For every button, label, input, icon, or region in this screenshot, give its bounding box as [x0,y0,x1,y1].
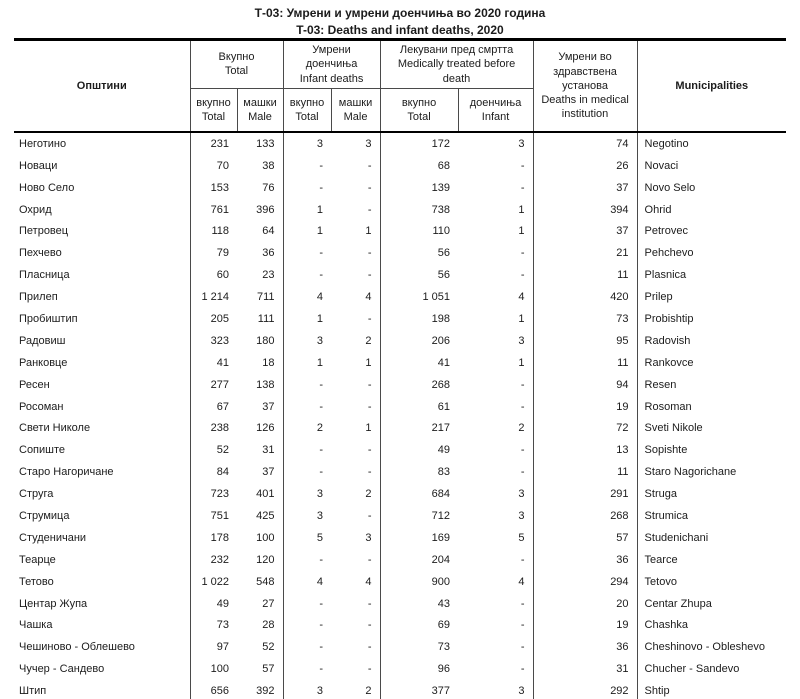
treated-infant-cell: - [520,444,525,457]
table-row [14,220,786,242]
table-row [14,658,786,680]
treated-infant-cell: - [520,181,525,194]
infant-male-cell: 3 [365,531,372,544]
treated-infant-cell: 3 [518,488,525,501]
municipality-en-cell: Centar Zhupa [637,593,786,615]
treated-infant-cell: 1 [518,356,525,369]
medical-institution-cell: 13 [533,439,637,461]
infant-male-cell: - [367,247,372,260]
treated-infant-cell: - [520,466,525,479]
municipality-en-cell: Staro Nagorichane [637,461,786,483]
infant-male-cell: 1 [365,356,372,369]
infant-total-cell: 3 [283,483,331,505]
municipality-en-cell: Rosoman [637,396,786,418]
medical-institution-cell: 292 [533,680,637,699]
medical-institution-cell: 11 [533,461,637,483]
medical-institution-cell: 37 [533,177,637,199]
table-row [14,199,786,221]
total-total-cell: 1 214 [190,286,237,308]
infant-male-cell: - [367,509,372,522]
total-total-cell: 323 [190,330,237,352]
medical-institution-cell: 20 [533,593,637,615]
infant-total-cell: - [283,614,331,636]
infant-male-cell: - [367,619,372,632]
infant-male-cell: - [367,444,372,457]
municipality-mk-cell: Пробиштип [19,312,78,325]
municipality-en-cell: Chashka [637,614,786,636]
municipality-mk-cell: Петровец [19,225,69,238]
infant-male-cell: - [367,553,372,566]
infant-male-cell: - [367,159,372,172]
total-total-cell: 70 [190,155,237,177]
total-male-cell: 76 [262,181,275,194]
treated-infant-cell: - [520,641,525,654]
treated-infant-cell: - [520,553,525,566]
treated-total-cell: 83 [380,461,458,483]
infant-male-cell: - [367,378,372,391]
infant-total-cell: 1 [283,199,331,221]
treated-total-cell: 49 [380,439,458,461]
treated-total-cell: 900 [380,571,458,593]
municipality-mk-cell: Струмица [19,509,70,522]
total-total-cell: 84 [190,461,237,483]
municipality-mk-cell: Струга [19,488,54,501]
subheader-infant-male [331,88,380,132]
municipality-mk-cell: Ресен [19,378,50,391]
table-row [14,593,786,615]
deaths-table [14,38,786,699]
table-row [14,483,786,505]
total-male-cell: 57 [262,663,275,676]
municipality-en-cell: Tetovo [637,571,786,593]
medical-institution-cell: 19 [533,396,637,418]
medical-institution-cell: 291 [533,483,637,505]
total-male-cell: 548 [256,575,275,588]
total-total-cell: 761 [190,199,237,221]
treated-total-cell: 169 [380,527,458,549]
municipality-en-cell: Sveti Nikole [637,417,786,439]
medical-institution-cell: 268 [533,505,637,527]
municipality-mk-cell: Ранковце [19,356,68,369]
municipality-mk-cell: Пехчево [19,247,62,260]
municipality-en-cell: Plasnica [637,264,786,286]
municipality-mk-cell: Центар Жупа [19,597,88,610]
municipality-en-cell: Struga [637,483,786,505]
total-total-cell: 751 [190,505,237,527]
table-row [14,308,786,330]
municipality-mk-cell: Сопиште [19,444,66,457]
treated-total-cell: 96 [380,658,458,680]
municipality-mk-cell: Радовиш [19,334,66,347]
group-treated-label-mk: Лекувани пред смртта [399,44,514,56]
infant-total-cell: - [283,396,331,418]
municipality-en-cell: Tearce [637,549,786,571]
municipality-en-cell: Sopishte [637,439,786,461]
table-row [14,396,786,418]
total-total-cell: 178 [190,527,237,549]
infant-total-cell: - [283,658,331,680]
infant-total-cell: - [283,242,331,264]
infant-male-cell: - [367,466,372,479]
table-row [14,242,786,264]
infant-total-cell: - [283,549,331,571]
total-total-cell: 52 [190,439,237,461]
treated-total-cell: 684 [380,483,458,505]
total-total-cell: 205 [190,308,237,330]
group-infant-label-mk: Умрени доенчиња [305,44,358,71]
title-en: T-03: Deaths and infant deaths, 2020 [296,23,504,38]
treated-infant-cell: 1 [518,312,525,325]
medical-institution-cell: 74 [533,132,637,155]
column-group-total [190,40,283,89]
subheader-label-mk: доенчиња [469,96,522,109]
treated-infant-cell: 1 [518,203,525,216]
table-row [14,155,786,177]
municipality-mk-cell: Охрид [19,203,52,216]
table-row [14,680,786,699]
total-male-cell: 100 [256,531,275,544]
municipality-en-cell: Ohrid [637,199,786,221]
infant-total-cell: 3 [283,132,331,155]
total-male-cell: 711 [256,291,275,304]
total-total-cell: 277 [190,374,237,396]
treated-infant-cell: - [520,159,525,172]
treated-infant-cell: 1 [518,225,525,238]
infant-male-cell: - [367,269,372,282]
table-row [14,177,786,199]
treated-infant-cell: 3 [518,685,525,698]
municipality-en-cell: Novaci [637,155,786,177]
medical-institution-cell: 73 [533,308,637,330]
infant-male-cell: - [367,181,372,194]
subheader-total-male [237,88,283,132]
infant-total-cell: 3 [283,505,331,527]
infant-male-cell: - [367,641,372,654]
municipality-en-cell: Pehchevo [637,242,786,264]
total-total-cell: 723 [190,483,237,505]
treated-total-cell: 110 [380,220,458,242]
infant-male-cell: - [367,400,372,413]
total-total-cell: 153 [190,177,237,199]
table-row [14,286,786,308]
infant-total-cell: 4 [283,571,331,593]
treated-total-cell: 73 [380,636,458,658]
municipality-en-cell: Cheshinovo - Obleshevo [637,636,786,658]
treated-infant-cell: 2 [518,422,525,435]
treated-total-cell: 68 [380,155,458,177]
municipality-en-cell: Shtip [637,680,786,699]
subheader-label-en: Total [201,110,226,123]
total-male-cell: 37 [262,400,275,413]
table-row [14,614,786,636]
total-total-cell: 118 [190,220,237,242]
total-male-cell: 36 [262,247,275,260]
infant-male-cell: 3 [365,137,372,150]
infant-male-cell: 2 [365,685,372,698]
infant-male-cell: 4 [365,291,372,304]
infant-total-cell: 4 [283,286,331,308]
report-title-block [0,5,800,40]
treated-total-cell: 41 [380,352,458,374]
total-male-cell: 31 [262,444,275,457]
infant-total-cell: - [283,374,331,396]
total-total-cell: 1 022 [190,571,237,593]
infant-total-cell: - [283,593,331,615]
treated-infant-cell: - [520,663,525,676]
medical-institution-label-mk: Умрени во здравствена установа [553,51,617,92]
subheader-infant-total [283,88,331,132]
total-male-cell: 392 [256,685,275,698]
treated-total-cell: 268 [380,374,458,396]
table-row [14,527,786,549]
treated-total-cell: 712 [380,505,458,527]
subheader-label-en: Male [343,110,368,123]
municipality-mk-cell: Чешиново - Облешево [19,641,135,654]
total-total-cell: 49 [190,593,237,615]
medical-institution-cell: 26 [533,155,637,177]
municipality-en-cell: Chucher - Sandevo [637,658,786,680]
treated-total-cell: 198 [380,308,458,330]
subheader-label-mk: вкупно [401,96,437,109]
infant-total-cell: - [283,636,331,658]
total-total-cell: 79 [190,242,237,264]
medical-institution-cell: 36 [533,636,637,658]
total-male-cell: 18 [262,356,275,369]
total-total-cell: 97 [190,636,237,658]
table-header [14,40,786,132]
municipality-mk-cell: Старо Нагоричане [19,466,114,479]
treated-infant-cell: - [520,378,525,391]
infant-male-cell: 4 [365,575,372,588]
treated-total-cell: 139 [380,177,458,199]
total-total-cell: 656 [190,680,237,699]
infant-male-cell: 2 [365,488,372,501]
medical-institution-cell: 95 [533,330,637,352]
subheader-treated-infant [458,88,533,132]
header-group-row [14,40,786,89]
municipality-mk-cell: Свети Николе [19,422,91,435]
treated-total-cell: 43 [380,593,458,615]
municipality-en-cell: Resen [637,374,786,396]
municipality-en-cell: Rankovce [637,352,786,374]
municipality-en-cell: Petrovec [637,220,786,242]
subheader-label-en: Total [407,110,431,123]
municipality-en-cell: Radovish [637,330,786,352]
treated-total-cell: 61 [380,396,458,418]
total-total-cell: 100 [190,658,237,680]
treated-infant-cell: 5 [518,531,525,544]
medical-institution-cell: 294 [533,571,637,593]
infant-male-cell: - [367,663,372,676]
treated-total-cell: 56 [380,242,458,264]
total-male-cell: 425 [256,509,275,522]
title-mk: Т-03: Умрени и умрени доенчиња во 2020 година [254,6,546,20]
group-total-label-en: Total [224,65,249,78]
treated-infant-cell: - [520,269,525,282]
total-male-cell: 180 [256,334,275,347]
treated-total-cell: 172 [380,132,458,155]
treated-infant-cell: 4 [518,575,525,588]
total-male-cell: 27 [262,597,275,610]
column-group-medically-treated [380,40,533,89]
total-total-cell: 67 [190,396,237,418]
table-body [14,132,786,699]
subheader-label-en: Male [248,110,272,123]
infant-total-cell: - [283,177,331,199]
table-row [14,571,786,593]
treated-infant-cell: 3 [518,334,525,347]
treated-total-cell: 217 [380,417,458,439]
total-total-cell: 60 [190,264,237,286]
medical-institution-cell: 37 [533,220,637,242]
subheader-label-mk: вкупно [289,96,325,109]
table-row [14,461,786,483]
total-male-cell: 38 [262,159,275,172]
infant-male-cell: - [367,203,372,216]
total-male-cell: 133 [256,137,275,150]
treated-infant-cell: - [520,400,525,413]
total-total-cell: 41 [190,352,237,374]
infant-male-cell: - [367,312,372,325]
medical-institution-cell: 11 [533,352,637,374]
column-header-opshtini: Општини [14,40,190,132]
table-row [14,417,786,439]
treated-infant-cell: - [520,247,525,260]
infant-total-cell: 3 [283,680,331,699]
total-male-cell: 52 [262,641,275,654]
total-male-cell: 401 [256,488,275,501]
table-row [14,330,786,352]
subheader-label-en: Infant [481,110,510,123]
medical-institution-cell: 420 [533,286,637,308]
infant-total-cell: - [283,439,331,461]
municipality-mk-cell: Чучер - Сандево [19,663,105,676]
total-male-cell: 126 [256,422,275,435]
total-total-cell: 232 [190,549,237,571]
municipality-mk-cell: Ново Село [19,181,75,194]
subheader-label-mk: машки [243,96,277,109]
treated-total-cell: 377 [380,680,458,699]
infant-total-cell: - [283,264,331,286]
column-group-infant-deaths [283,40,380,89]
medical-institution-cell: 36 [533,549,637,571]
municipality-en-cell: Negotino [637,132,786,155]
medical-institution-cell: 11 [533,264,637,286]
infant-total-cell: - [283,155,331,177]
treated-total-cell: 206 [380,330,458,352]
municipality-mk-cell: Прилеп [19,291,58,304]
treated-infant-cell: - [520,597,525,610]
medical-institution-cell: 57 [533,527,637,549]
total-male-cell: 28 [262,619,275,632]
total-total-cell: 73 [190,614,237,636]
table-row [14,352,786,374]
treated-infant-cell: 4 [518,291,525,304]
infant-male-cell: - [367,597,372,610]
municipality-en-cell: Studenichani [637,527,786,549]
total-male-cell: 138 [256,378,275,391]
total-total-cell: 238 [190,417,237,439]
medical-institution-label-en: Deaths in medical institution [541,94,629,121]
municipality-mk-cell: Студеничани [19,531,87,544]
total-total-cell: 231 [190,132,237,155]
table-row [14,439,786,461]
total-male-cell: 111 [257,312,275,325]
table-row [14,374,786,396]
treated-total-cell: 204 [380,549,458,571]
subheader-label-mk: машки [338,96,373,109]
subheader-label-mk: вкупно [196,96,231,109]
total-male-cell: 64 [262,225,275,238]
group-total-label-mk: Вкупно [218,51,255,64]
subheader-total-total [190,88,237,132]
municipality-mk-cell: Пласница [19,269,70,282]
municipality-en-cell: Strumica [637,505,786,527]
total-male-cell: 120 [256,553,275,566]
infant-male-cell: 1 [365,225,372,238]
municipality-en-cell: Novo Selo [637,177,786,199]
treated-total-cell: 69 [380,614,458,636]
total-male-cell: 37 [262,466,275,479]
infant-total-cell: 1 [283,308,331,330]
group-treated-label-en: Medically treated before death [397,58,516,85]
infant-total-cell: 5 [283,527,331,549]
treated-total-cell: 56 [380,264,458,286]
table-row [14,505,786,527]
medical-institution-cell: 94 [533,374,637,396]
municipality-mk-cell: Неготино [19,137,67,150]
infant-male-cell: 1 [365,422,372,435]
treated-infant-cell: 3 [518,137,525,150]
medical-institution-cell: 72 [533,417,637,439]
municipality-en-cell: Prilep [637,286,786,308]
total-male-cell: 23 [262,269,275,282]
total-male-cell: 396 [256,203,275,216]
column-header-medical-institution [533,40,637,132]
municipality-mk-cell: Чашка [19,619,53,632]
medical-institution-cell: 394 [533,199,637,221]
infant-total-cell: 1 [283,352,331,374]
subheader-treated-total [380,88,458,132]
municipality-mk-cell: Штип [19,685,47,698]
group-infant-label-en: Infant deaths [299,72,364,85]
infant-male-cell: 2 [365,334,372,347]
municipality-mk-cell: Теарце [19,553,56,566]
table-row [14,549,786,571]
municipality-en-cell: Probishtip [637,308,786,330]
subheader-label-en: Total [295,110,319,123]
treated-total-cell: 1 051 [380,286,458,308]
medical-institution-cell: 21 [533,242,637,264]
medical-institution-cell: 19 [533,614,637,636]
medical-institution-cell: 31 [533,658,637,680]
municipality-mk-cell: Тетово [19,575,54,588]
treated-infant-cell: - [520,619,525,632]
treated-infant-cell: 3 [518,509,525,522]
municipality-mk-cell: Росоман [19,400,64,413]
table-row [14,636,786,658]
infant-total-cell: 3 [283,330,331,352]
municipality-mk-cell: Новаци [19,159,58,172]
table-row [14,132,786,155]
infant-total-cell: 1 [283,220,331,242]
infant-total-cell: - [283,461,331,483]
column-header-municipalities: Municipalities [637,40,786,132]
treated-total-cell: 738 [380,199,458,221]
table-row [14,264,786,286]
infant-total-cell: 2 [283,417,331,439]
